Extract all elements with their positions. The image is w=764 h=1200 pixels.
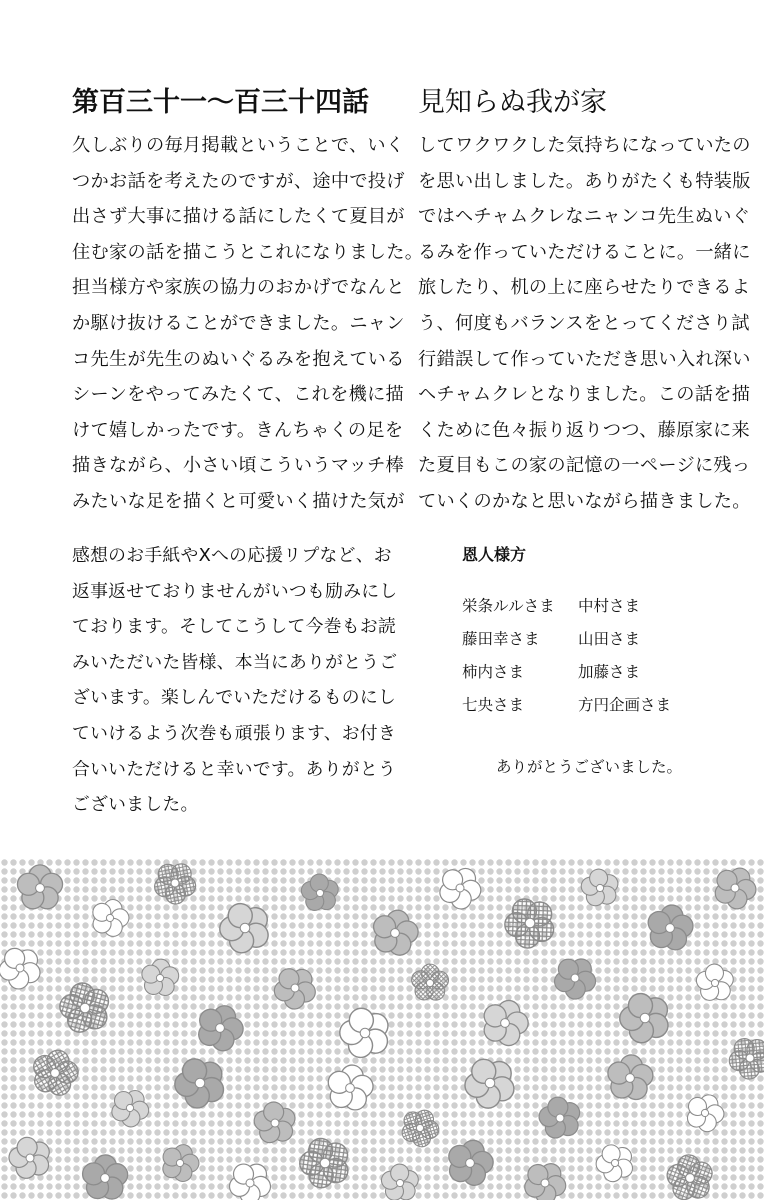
blossom-center-icon xyxy=(746,1054,754,1062)
blossom-center-icon xyxy=(731,884,739,892)
blossom-center-icon xyxy=(320,1158,330,1168)
credit-name: 方円企画さま xyxy=(578,696,672,714)
text-line: コ先生が先生のぬいぐるみを抱えている xyxy=(72,348,405,370)
blossom-center-icon xyxy=(466,1159,475,1168)
blossom-center-icon xyxy=(426,979,433,986)
blossom-center-icon xyxy=(291,984,299,992)
blossom-center-icon xyxy=(556,1114,564,1122)
blossom-center-icon xyxy=(686,1174,695,1183)
text-line: ていけるよう次巻も頑張ります、お付き xyxy=(72,722,397,744)
blossom-center-icon xyxy=(346,1084,355,1093)
text-line: つかお話を考えたのですが、途中で投げ xyxy=(72,170,405,192)
credit-name: 山田さま xyxy=(578,630,641,648)
blossom-center-icon xyxy=(640,1013,650,1023)
text-line: を思い出しました。ありがたくも特装版 xyxy=(418,170,751,192)
afterword-text-right xyxy=(418,128,751,520)
text-line: 旅したり、机の上に座らせたりできるよ xyxy=(418,277,751,299)
credit-name: 七央さま xyxy=(462,696,525,714)
blossom-center-icon xyxy=(571,974,579,982)
text-line: 住む家の話を描こうとこれになりました。 xyxy=(72,241,424,263)
blossom-center-icon xyxy=(51,1069,60,1078)
afterword-text-left xyxy=(72,128,423,520)
text-line: くために色々振り返りつつ、藤原家に来 xyxy=(418,419,751,441)
blossom-center-icon xyxy=(711,979,718,986)
blossom-center-icon xyxy=(240,923,250,933)
text-line: か駆け抜けることができました。ニャン xyxy=(72,312,405,334)
credits-section xyxy=(462,540,698,722)
text-line: 久しぶりの毎月掲載ということで、いく xyxy=(72,135,405,156)
text-line: ヘチャムクレとなりました。この話を描 xyxy=(418,384,751,406)
thanks-text xyxy=(72,538,397,823)
credit-name: 柿内さま xyxy=(462,663,525,681)
blossom-center-icon xyxy=(316,889,323,896)
episode-title: 第百三十一〜百三十四話 xyxy=(72,87,369,118)
blossom-center-icon xyxy=(701,1109,708,1116)
text-line: ございました。 xyxy=(72,794,199,816)
blossom-center-icon xyxy=(501,1019,510,1028)
text-line: るみを作っていただけることに。一緒に xyxy=(418,241,751,263)
blossom-center-icon xyxy=(396,1179,403,1186)
credit-name: 栄条ルルさま xyxy=(462,597,555,615)
blossom-center-icon xyxy=(596,884,603,891)
blossom-center-icon xyxy=(16,964,24,972)
blossom-center-icon xyxy=(195,1078,205,1088)
credit-name: 加藤さま xyxy=(578,663,641,681)
text-line: みいただいた皆様、本当にありがとうご xyxy=(72,651,398,673)
text-line: た夏目もこの家の記憶の一ページに残っ xyxy=(418,455,751,477)
blossom-center-icon xyxy=(171,879,179,887)
blossom-center-icon xyxy=(666,924,675,933)
blossom-center-icon xyxy=(485,1078,495,1088)
text-line: ざいます。楽しんでいただけるものにし xyxy=(72,687,397,709)
blossom-center-icon xyxy=(525,918,535,928)
blossom-center-icon xyxy=(416,1124,423,1131)
text-line: ております。そしてこうして今巻もお読 xyxy=(72,616,397,638)
text-line: う、何度もバランスをとってくださり試 xyxy=(418,312,750,334)
blossom-center-icon xyxy=(101,1174,110,1183)
blossom-center-icon xyxy=(106,914,113,921)
credit-name: 中村さま xyxy=(578,597,641,615)
blossom-center-icon xyxy=(391,929,400,938)
chapter-title: 見知らぬ我が家 xyxy=(418,87,607,118)
blossom-center-icon xyxy=(541,1179,549,1187)
text-line: 合いいただけると幸いです。ありがとう xyxy=(72,758,397,780)
blossom-center-icon xyxy=(80,1003,90,1013)
blossom-center-icon xyxy=(271,1119,279,1127)
blossom-center-icon xyxy=(360,1028,370,1038)
text-line: 担当様方や家族の協力のおかげでなんと xyxy=(72,277,405,299)
cherry-blossom-pattern-icon xyxy=(0,858,764,1200)
blossom-center-icon xyxy=(26,1154,34,1162)
text-line: 返事返せておりませんがいつも励みにし xyxy=(72,580,398,602)
credits-title: 恩人様方 xyxy=(462,545,527,564)
text-line: 描きながら、小さい頃こういうマッチ棒 xyxy=(72,455,405,477)
blossom-center-icon xyxy=(246,1179,254,1187)
text-line: みたいな足を描くと可愛いく描けた気が xyxy=(72,490,405,512)
blossom-center-icon xyxy=(456,884,464,892)
text-line: けて嬉しかったです。きんちゃくの足を xyxy=(72,419,404,441)
blossom-center-icon xyxy=(611,1159,618,1166)
blossom-center-icon xyxy=(216,1024,225,1033)
text-line: ではヘチャムクレなニャンコ先生ぬいぐ xyxy=(418,206,751,228)
credit-name: 藤田幸さま xyxy=(462,630,540,648)
text-line: 出さず大事に描ける話にしたくて夏目が xyxy=(72,206,405,228)
blossom-center-icon xyxy=(36,884,45,893)
blossom-center-icon xyxy=(176,1159,183,1166)
blossom-center-icon xyxy=(126,1104,133,1111)
text-line: してワクワクした気持ちになっていたの xyxy=(418,135,751,156)
text-line: ていくのかなと思いながら描きました。 xyxy=(418,490,751,512)
text-line: 感想のお手紙やXへの応援リプなど、お xyxy=(72,545,392,566)
credits-list xyxy=(462,590,698,722)
blossom-center-icon xyxy=(626,1074,635,1083)
text-line: 行錯誤して作っていただき思い入れ深い xyxy=(418,348,751,370)
closing-thanks: ありがとうございました。 xyxy=(496,758,683,776)
text-line: シーンをやってみたくて、これを機に描 xyxy=(72,384,405,406)
blossom-center-icon xyxy=(156,974,163,981)
